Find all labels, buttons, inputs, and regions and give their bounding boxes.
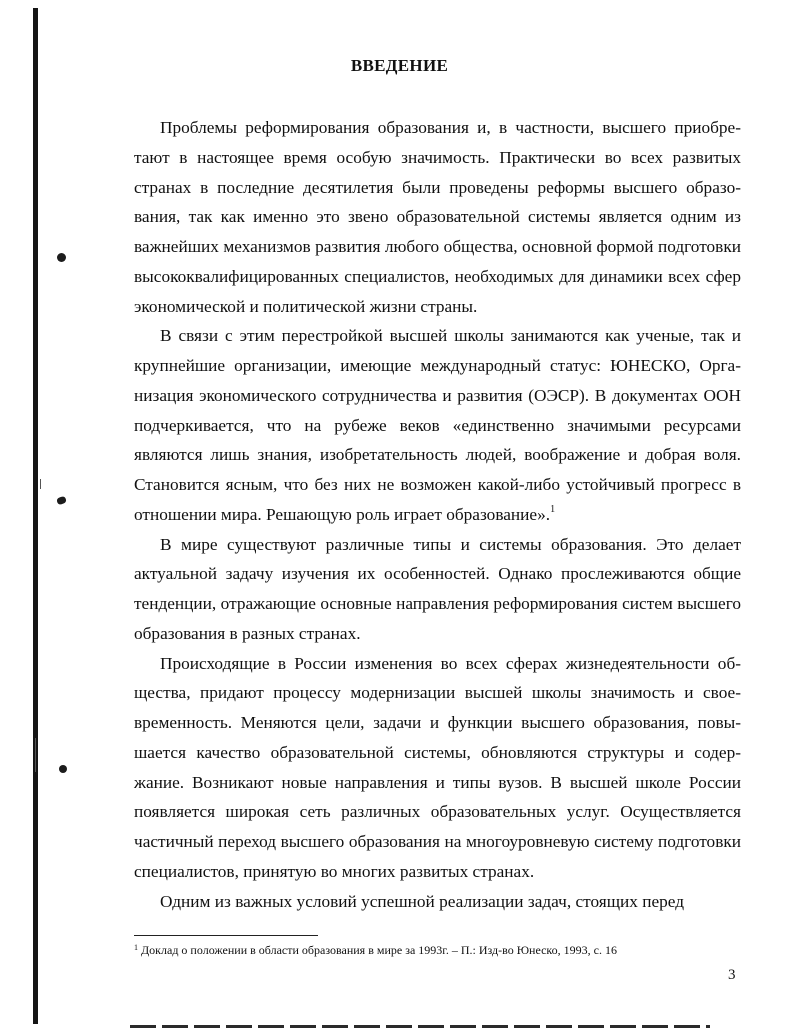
- body-text: [134, 113, 741, 916]
- page-title: ВВЕДЕНИЕ: [350, 56, 449, 75]
- paragraph: [134, 113, 741, 321]
- page-number: 3: [728, 967, 736, 983]
- footnote: [134, 943, 744, 958]
- paragraph: [134, 530, 741, 649]
- footnote-separator: [134, 935, 318, 936]
- paragraph: [134, 887, 741, 917]
- scan-artifact-line: [35, 738, 36, 772]
- footnote-marker: 1: [134, 943, 138, 952]
- scan-bottom-edge: [130, 1025, 710, 1028]
- scan-hole-mark: [59, 765, 67, 773]
- paragraph: [134, 649, 741, 887]
- footnote-reference[interactable]: 1: [550, 503, 556, 515]
- paragraph-text: Проблемы реформирования образования и, в частности, высшего приобретают в настоящее время особую значимость. Практически во всех развитых странах в последние десятилетия были проведены реформы высшего образования, так как именно это звено образовательной системы является одним из важнейших механизмов развития любого общества, основной формой подготовки высококвалифицированных специалистов, необходимых для динамики всех сфер экономической и политической жизни страны.: [134, 118, 741, 316]
- scan-binding-edge: [33, 8, 38, 1024]
- scan-artifact-line: [40, 479, 41, 489]
- scan-hole-mark: [57, 253, 66, 262]
- paragraph-text: Одним из важных условий успешной реализации задач, стоящих перед: [160, 891, 685, 911]
- footnote-text: Доклад о положении в области образования в мире за 1993г. – П.: Изд-во Юнеско, 1993, с. 16: [141, 943, 617, 957]
- scan-hole-mark: [56, 496, 67, 506]
- paragraph: [134, 321, 741, 529]
- paragraph-text: В связи с этим перестройкой высшей школы занимаются как ученые, так и крупнейшие организации, имеющие международный статус: ЮНЕСКО, Организация экономического сотрудничества и развития (ОЭСР). В документах ООН подчеркивается, что на рубеже веков «единственно значимыми ресурсами являются лишь знания, изобретательность людей, воображение и добрая воля. Становится ясным, что без них не возможен какой-либо устойчивый прогресс в отношении мира. Решающую роль играет образование».: [134, 326, 741, 524]
- paragraph-text: В мире существуют различные типы и системы образования. Это делает актуальной задачу изучения их особенностей. Однако прослеживаются общие тенденции, отражающие основные направления реформирования систем высшего образования в разных странах.: [134, 534, 741, 643]
- paragraph-text: Происходящие в России изменения во всех сферах жизнедеятельности общества, придают процессу модернизации высшей школы значимость и своевременность. Меняются цели, задачи и функции высшего образования, повышается качество образовательной системы, обновляются структуры и содержание. Возникают новые направления и типы вузов. В высшей школе России появляется широкая сеть различных образовательных услуг. Осуществляется частичный переход высшего образования на многоуровневую систему подготовки специалистов, принятую во многих развитых странах.: [134, 653, 741, 881]
